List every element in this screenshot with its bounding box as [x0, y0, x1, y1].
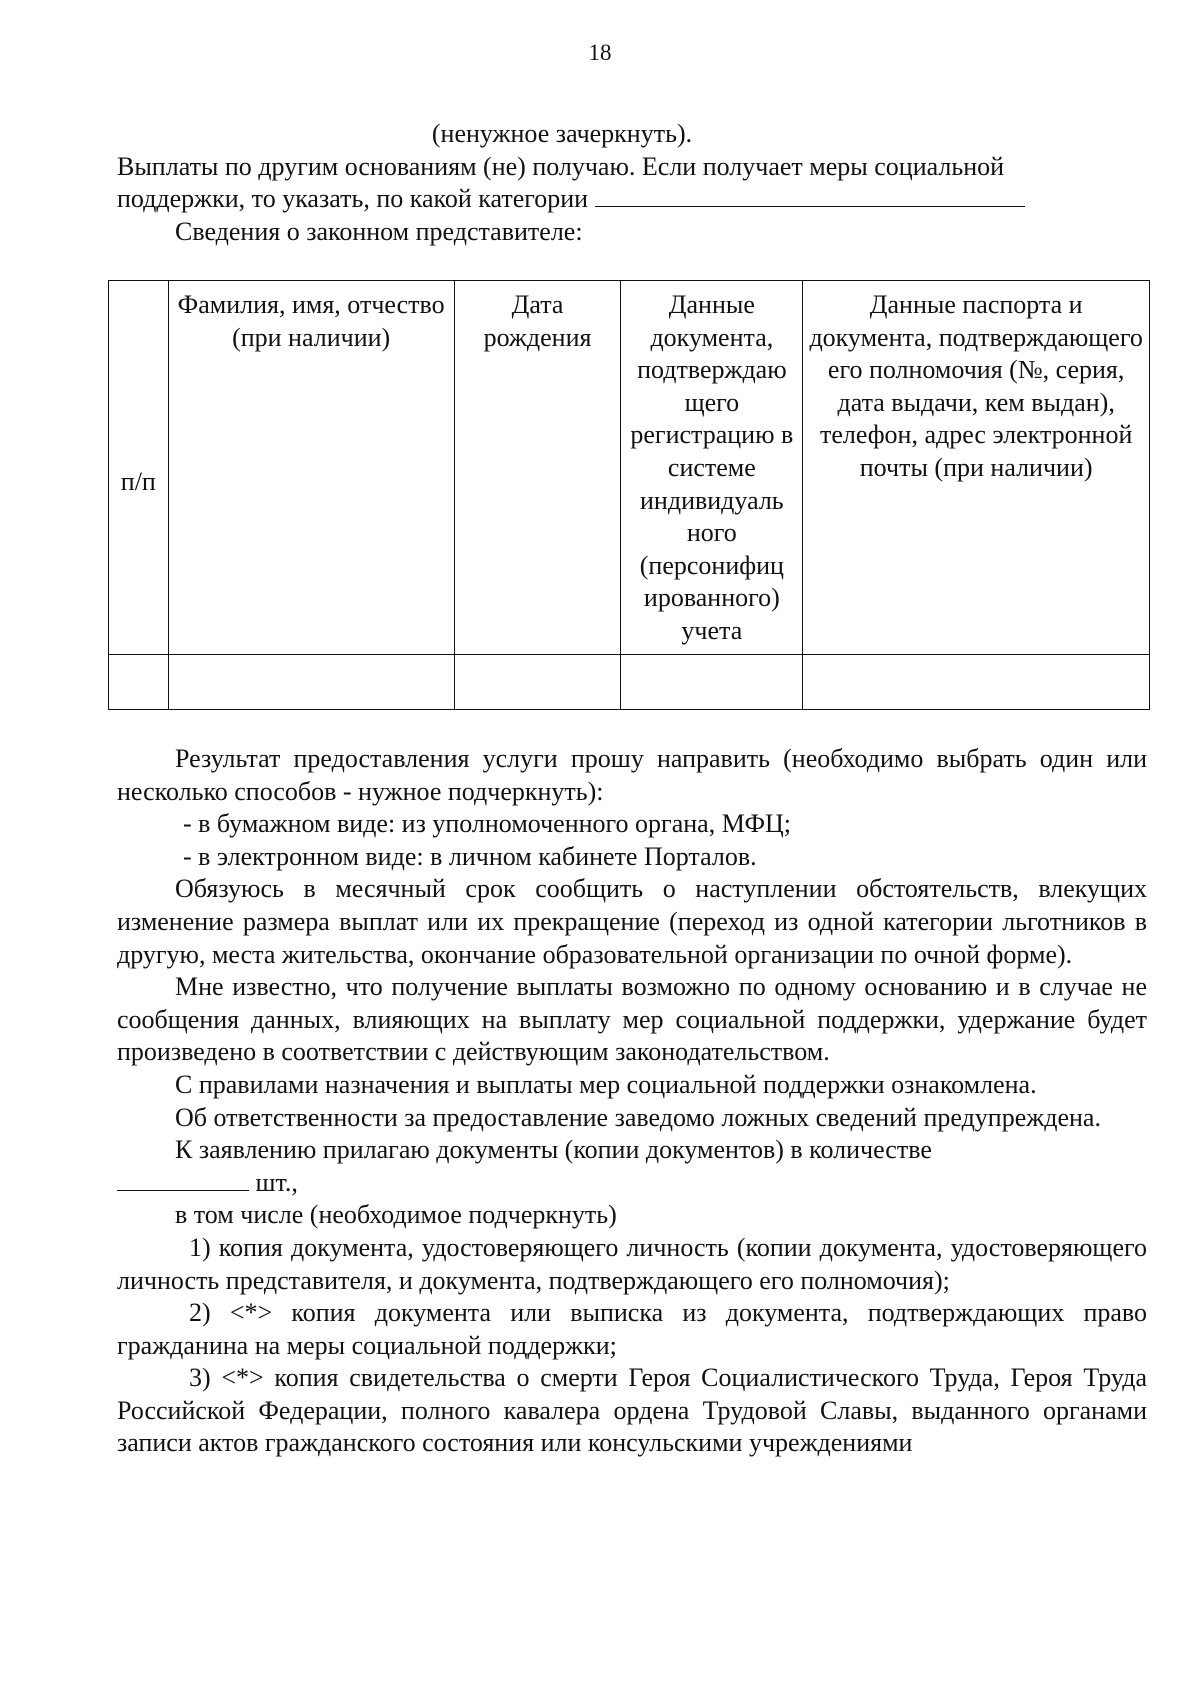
table-cell [168, 654, 454, 709]
result-intro: Результат предоставления услуги прошу направить (необходимо выбрать один или несколько способов - нужное подчеркнуть): [117, 744, 1147, 806]
header-birth-date: Дата рождения [454, 281, 621, 655]
representative-table [108, 280, 1150, 710]
including-line: в том числе (необходимое подчеркнуть) [175, 1200, 617, 1230]
page-number: 18 [588, 40, 612, 65]
strike-note: (ненужное зачеркнуть). [431, 119, 693, 148]
attachment-item-2: 2) <*> копия документа или выписка из документа, подтверждающих право гражданина на меры социальной поддержки; [117, 1298, 1147, 1360]
header-full-name: Фамилия, имя, отчество (при наличии) [168, 281, 454, 655]
payments-line-2-text: поддержки, то указать, по какой категории [117, 184, 589, 214]
payments-line-1: Выплаты по другим основаниям (не) получаю. Если получает меры социальной [117, 151, 1005, 181]
table-cell [109, 654, 169, 709]
representative-heading: Сведения о законном представителе: [175, 216, 583, 246]
header-number: п/п [109, 281, 169, 655]
attachment-item-1: 1) копия документа, удостоверяющего личность (копии документа, удостоверяющего личность представителя, и документа, подтверждающего его полномочия); [117, 1232, 1147, 1295]
body-section [117, 743, 1147, 1460]
attach-count-line [117, 1167, 1147, 1200]
category-blank [595, 184, 1025, 207]
payments-line-2 [117, 183, 1157, 216]
liability-paragraph: Об ответственности за предоставление заведомо ложных сведений предупреждена. [175, 1102, 1101, 1132]
table-header-row [109, 281, 1150, 655]
top-section [117, 118, 1157, 248]
attach-intro: К заявлению прилагаю документы (копии документов) в количестве [175, 1135, 932, 1165]
attach-units: шт., [255, 1167, 298, 1197]
rules-paragraph: С правилами назначения и выплаты мер социальной поддержки ознакомлена. [175, 1069, 1037, 1099]
attach-count-blank [117, 1168, 249, 1191]
table-cell [454, 654, 621, 709]
header-passport-data: Данные паспорта и документа, подтверждающего его полномочия (№, серия, дата выдачи, кем выдан), телефон, адрес электронной почты (при наличии) [803, 281, 1150, 655]
table-cell [803, 654, 1150, 709]
option-paper: - в бумажном виде: из уполномоченного органа, МФЦ; [183, 809, 792, 839]
attachment-item-3: 3) <*> копия свидетельства о смерти Героя Социалистического Труда, Героя Труда Российской Федерации, полного кавалера ордена Трудовой Славы, выданного органами записи актов гражданского состояния или консульскими учреждениями [117, 1363, 1147, 1458]
table-cell [621, 654, 803, 709]
table-row [109, 654, 1150, 709]
awareness-paragraph: Мне известно, что получение выплаты возможно по одному основанию и в случае не сообщения данных, влияющих на выплату мер социальной поддержки, удержание будет произведено в соответствии с действующим законодательством. [117, 972, 1147, 1067]
obligation-paragraph: Обязуюсь в месячный срок сообщить о наступлении обстоятельств, влекущих изменение размера выплат или их прекращение (переход из одной категории льготников в другую, места жительства, окончание образовательной организации по очной форме). [117, 874, 1147, 969]
header-registration-document: Данные документа, подтверждаю щего регистрацию в системе индивидуаль ного (персонифиц ированного) учета [621, 281, 803, 655]
option-electronic: - в электронном виде: в личном кабинете Порталов. [183, 841, 757, 871]
